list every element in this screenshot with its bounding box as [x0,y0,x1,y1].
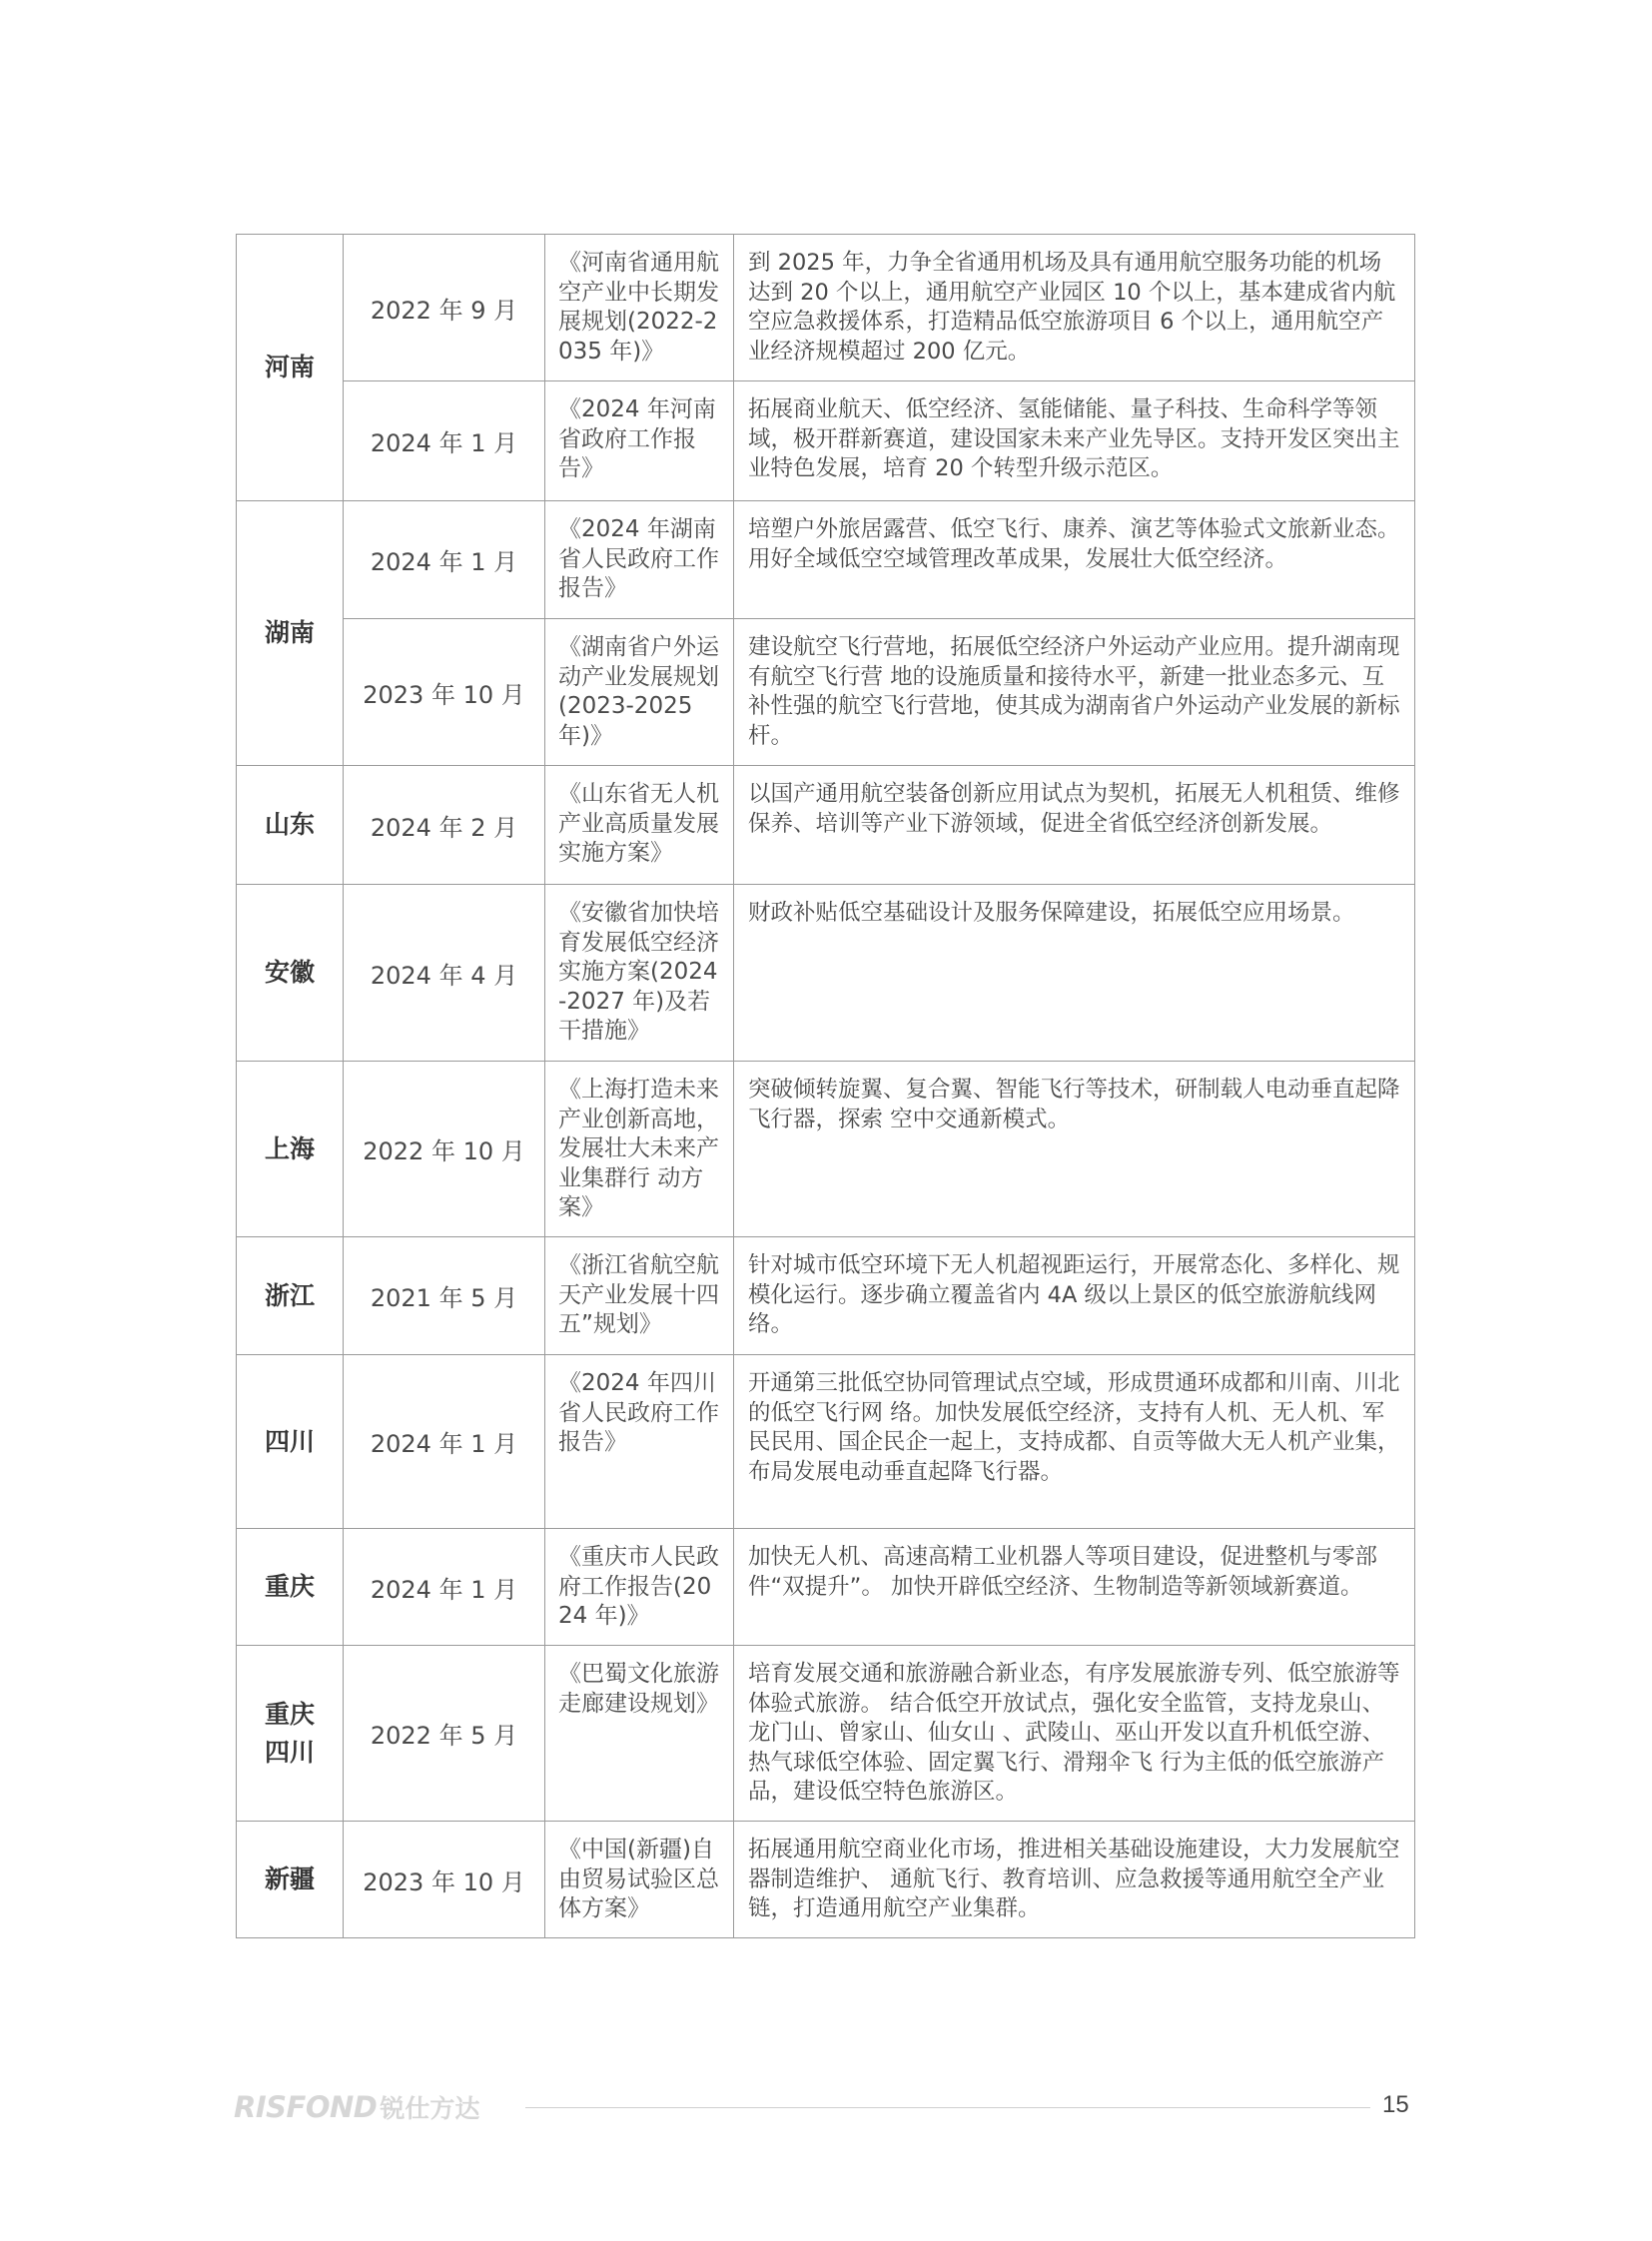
footer-divider [525,2107,1370,2108]
date-cell: 2023 年 10 月 [344,1822,545,1938]
date-cell: 2023 年 10 月 [344,619,545,766]
logo-wordmark: RISFOND [234,2090,378,2124]
date-cell: 2024 年 1 月 [344,1355,545,1529]
policy-content-cell: 以国产通用航空装备创新应用试点为契机，拓展无人机租赁、维修保养、培训等产业下游领域，促进全省低空经济创新发展。 [734,766,1415,885]
table-row [237,235,1415,381]
policy-table [236,234,1415,1938]
policy-content-cell: 建设航空飞行营地，拓展低空经济户外运动产业应用。提升湖南现有航空飞行营 地的设施质量和接待水平，新建一批业态多元、互补性强的航空飞行营地，使其成为湖南省户外运动产业发展的新标杆。 [734,619,1415,766]
date-cell: 2021 年 5 月 [344,1237,545,1355]
region-cell: 湖南 [237,501,344,766]
document-title-cell: 《2024 年河南省政府工作报告》 [545,381,734,501]
policy-content-cell: 培育发展交通和旅游融合新业态，有序发展旅游专列、低空旅游等体验式旅游。 结合低空开放试点，强化安全监管，支持龙泉山、龙门山、曾家山、仙女山 、武陵山、巫山开发以直升机低空游、热气球低空体验、固定翼飞行、滑翔伞飞 行为主低的低空旅游产品，建设低空特色旅游区。 [734,1646,1415,1822]
footer-logo [234,2087,479,2127]
policy-content-cell: 开通第三批低空协同管理试点空域，形成贯通环成都和川南、川北的低空飞行网 络。加快发展低空经济，支持有人机、无人机、军民民用、国企民企一起上，支持成都、自贡等做大无人机产业集，布局发展电动垂直起降飞行器。 [734,1355,1415,1529]
date-cell: 2022 年 5 月 [344,1646,545,1822]
date-cell: 2024 年 1 月 [344,501,545,619]
policy-content-cell: 培塑户外旅居露营、低空飞行、康养、演艺等体验式文旅新业态。用好全域低空空域管理改革成果，发展壮大低空经济。 [734,501,1415,619]
document-title-cell: 《浙江省航空航天产业发展十四五”规划》 [545,1237,734,1355]
region-cell: 河南 [237,235,344,501]
table-row [237,1822,1415,1938]
table-row [237,1355,1415,1529]
document-title-cell: 《重庆市人民政府工作报告(2024 年)》 [545,1529,734,1646]
page-number: 15 [1382,2091,1409,2118]
date-cell: 2024 年 1 月 [344,1529,545,1646]
region-cell: 安徽 [237,885,344,1062]
region-cell: 浙江 [237,1237,344,1355]
document-title-cell: 《河南省通用航空产业中长期发展规划(2022-2035 年)》 [545,235,734,381]
document-title-cell: 《湖南省户外运动产业发展规划(2023-2025 年)》 [545,619,734,766]
logo-chinese-name: 锐仕方达 [380,2094,480,2123]
date-cell: 2022 年 10 月 [344,1062,545,1237]
document-title-cell: 《上海打造未来产业创新高地，发展壮大未来产业集群行 动方案》 [545,1062,734,1237]
table-row [237,1237,1415,1355]
policy-content-cell: 拓展通用航空商业化市场，推进相关基础设施建设，大力发展航空器制造维护、 通航飞行、教育培训、应急救援等通用航空全产业链，打造通用航空产业集群。 [734,1822,1415,1938]
region-cell: 重庆 四川 [237,1646,344,1822]
document-title-cell: 《巴蜀文化旅游走廊建设规划》 [545,1646,734,1822]
document-title-cell: 《中国(新疆)自由贸易试验区总体方案》 [545,1822,734,1938]
table-row [237,885,1415,1062]
region-cell: 山东 [237,766,344,885]
document-title-cell: 《山东省无人机产业高质量发展实施方案》 [545,766,734,885]
date-cell: 2024 年 4 月 [344,885,545,1062]
document-title-cell: 《2024 年湖南省人民政府工作报告》 [545,501,734,619]
date-cell: 2024 年 2 月 [344,766,545,885]
region-cell: 新疆 [237,1822,344,1938]
document-title-cell: 《安徽省加快培育发展低空经济实施方案(2024-2027 年)及若干措施》 [545,885,734,1062]
date-cell: 2024 年 1 月 [344,381,545,501]
region-cell: 上海 [237,1062,344,1237]
policy-content-cell: 到 2025 年，力争全省通用机场及具有通用航空服务功能的机场达到 20 个以上，通用航空产业园区 10 个以上，基本建成省内航空应急救援体系，打造精品低空旅游项目 6 个以上，通用航空产业经济规模超过 200 亿元。 [734,235,1415,381]
table-row [237,766,1415,885]
table-row [237,619,1415,766]
table-row [237,381,1415,501]
table-row [237,1646,1415,1822]
table-row [237,501,1415,619]
policy-content-cell: 拓展商业航天、低空经济、氢能储能、量子科技、生命科学等领域，极开群新赛道，建设国家未来产业先导区。支持开发区突出主业特色发展，培育 20 个转型升级示范区。 [734,381,1415,501]
region-cell: 重庆 [237,1529,344,1646]
policy-content-cell: 财政补贴低空基础设计及服务保障建设，拓展低空应用场景。 [734,885,1415,1062]
policy-content-cell: 突破倾转旋翼、复合翼、智能飞行等技术，研制载人电动垂直起降飞行器，探索 空中交通新模式。 [734,1062,1415,1237]
table-row [237,1062,1415,1237]
table-row [237,1529,1415,1646]
document-title-cell: 《2024 年四川省人民政府工作报告》 [545,1355,734,1529]
region-cell: 四川 [237,1355,344,1529]
date-cell: 2022 年 9 月 [344,235,545,381]
policy-content-cell: 针对城市低空环境下无人机超视距运行，开展常态化、多样化、规模化运行。逐步确立覆盖省内 4A 级以上景区的低空旅游航线网络。 [734,1237,1415,1355]
policy-content-cell: 加快无人机、高速高精工业机器人等项目建设，促进整机与零部件“双提升”。 加快开辟低空经济、生物制造等新领域新赛道。 [734,1529,1415,1646]
